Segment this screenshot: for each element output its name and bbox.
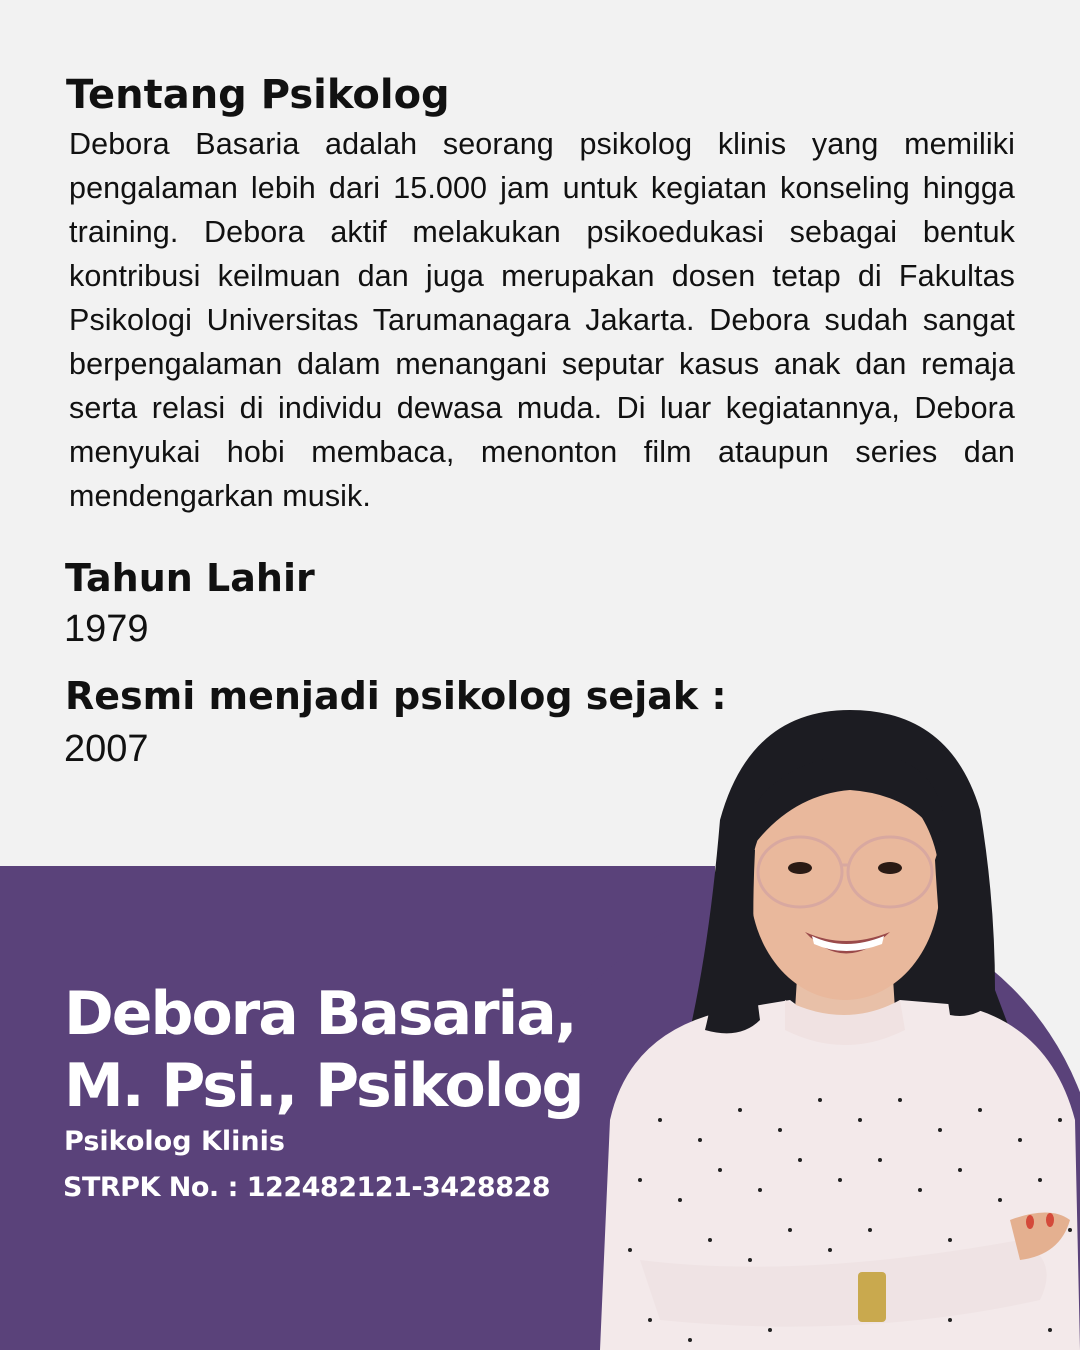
about-body: Debora Basaria adalah seorang psikolog klinis yang memiliki pengalaman lebih dari 15.000 jam untuk kegiatan konseling hingga training. Debora aktif melakukan psikoedukasi sebagai bentuk kontribusi keilmuan dan juga merupakan dosen tetap di Fakultas Psikologi Universitas Tarumanagara Jakarta. Debora sudah sangat berpengalaman dalam menangani seputar kasus anak dan remaja serta relasi di individu dewasa muda. Di luar kegiatannya, Debora menyukai hobi membaca, menonton film ataupun series dan mendengarkan musik. xyxy=(69,127,1015,513)
birth-year-label: Tahun Lahir xyxy=(65,556,315,600)
psychologist-name xyxy=(64,978,583,1122)
portrait-photo xyxy=(600,700,1080,1350)
strpk-number: STRPK No. : 122482121-3428828 xyxy=(63,1172,551,1203)
birth-year-value: 1979 xyxy=(64,608,149,650)
name-line-1: Debora Basaria, xyxy=(64,979,576,1049)
licensed-since-value: 2007 xyxy=(64,728,149,770)
about-title: Tentang Psikolog xyxy=(66,72,450,118)
licensed-since-label: Resmi menjadi psikolog sejak : xyxy=(65,674,727,718)
name-line-2: M. Psi., Psikolog xyxy=(64,1051,583,1121)
psychologist-role: Psikolog Klinis xyxy=(64,1126,285,1157)
